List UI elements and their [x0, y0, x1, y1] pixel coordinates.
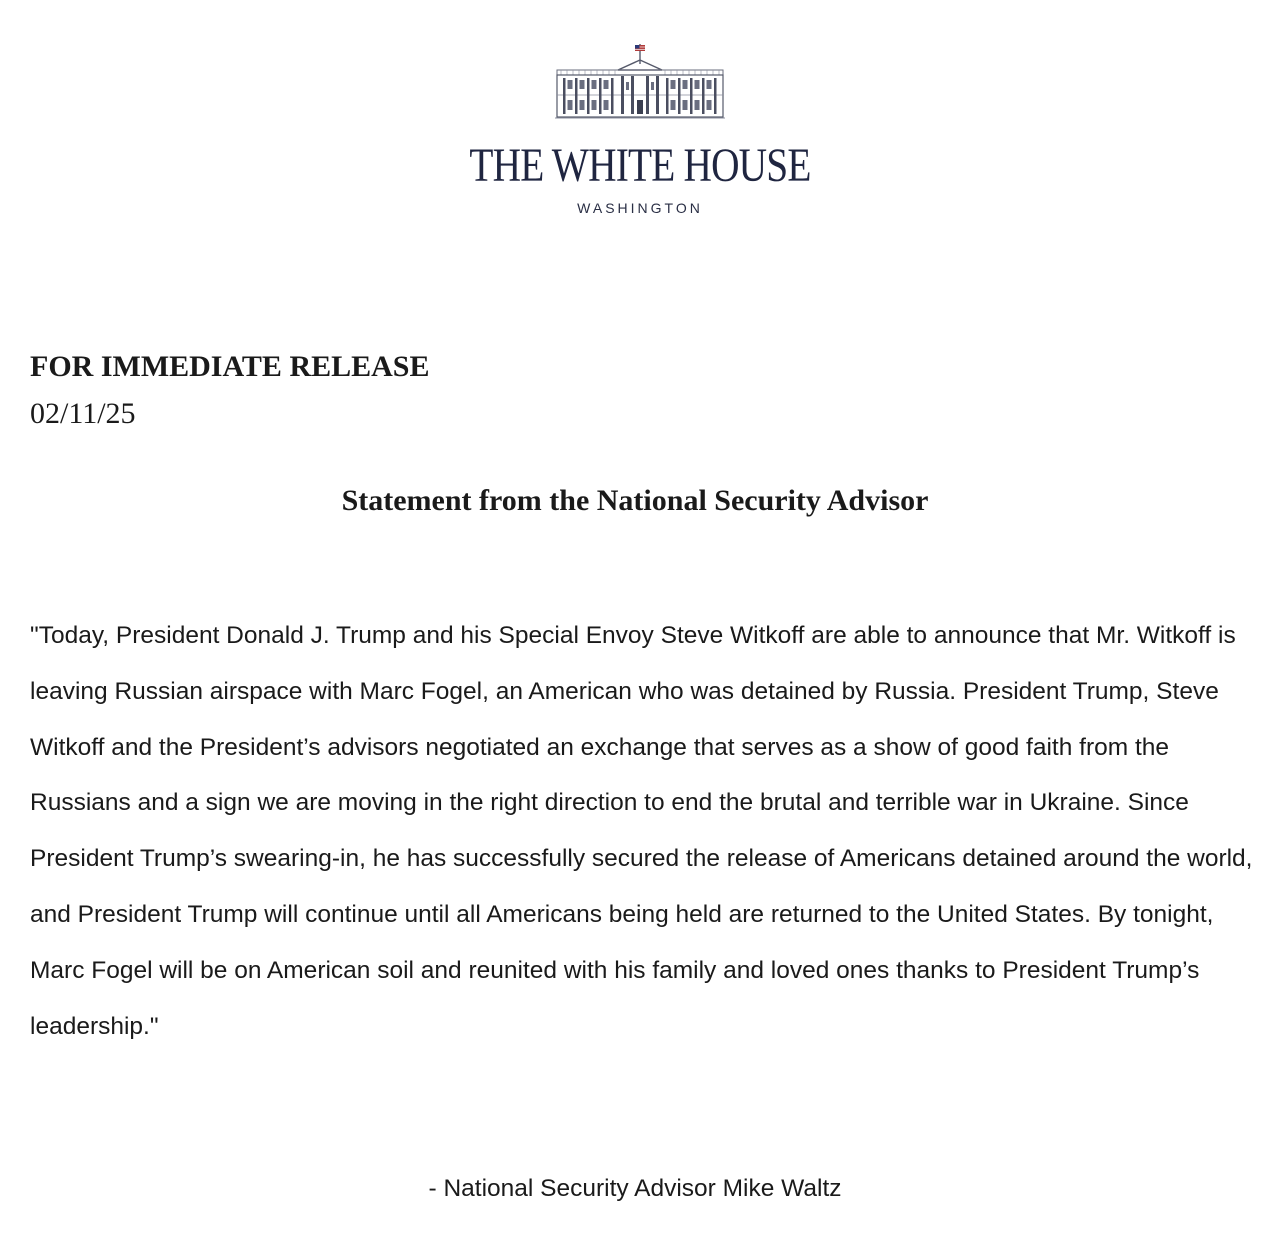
org-city: WASHINGTON [577, 200, 703, 216]
release-date: 02/11/25 [30, 397, 136, 430]
statement-title: Statement from the National Security Advisor [341, 484, 929, 517]
white-house-building-icon [555, 40, 725, 122]
release-label: FOR IMMEDIATE RELEASE [30, 350, 430, 383]
letterhead [0, 40, 1280, 216]
statement-body: "Today, President Donald J. Trump and his Special Envoy Steve Witkoff are able to announce that Mr. Witkoff is leaving Russian airspace with Marc Fogel, an American who was detained by Russia. President Trump, Steve Witkoff and the President’s advisors negotiated an exchange that serves as a show of good faith from the Russians and a sign we are moving in the right direction to end the brutal and terrible war in Ukraine. Since President Trump’s swearing-in, he has successfully secured the release of Americans detained around the world, and President Trump will continue until all Americans being held are returned to the United States. By tonight, Marc Fogel will be on American soil and reunited with his family and loved ones thanks to President Trump’s leadership." [30, 622, 1253, 1040]
signature: - National Security Advisor Mike Waltz [428, 1175, 842, 1202]
org-name: THE WHITE HOUSE [469, 139, 811, 192]
